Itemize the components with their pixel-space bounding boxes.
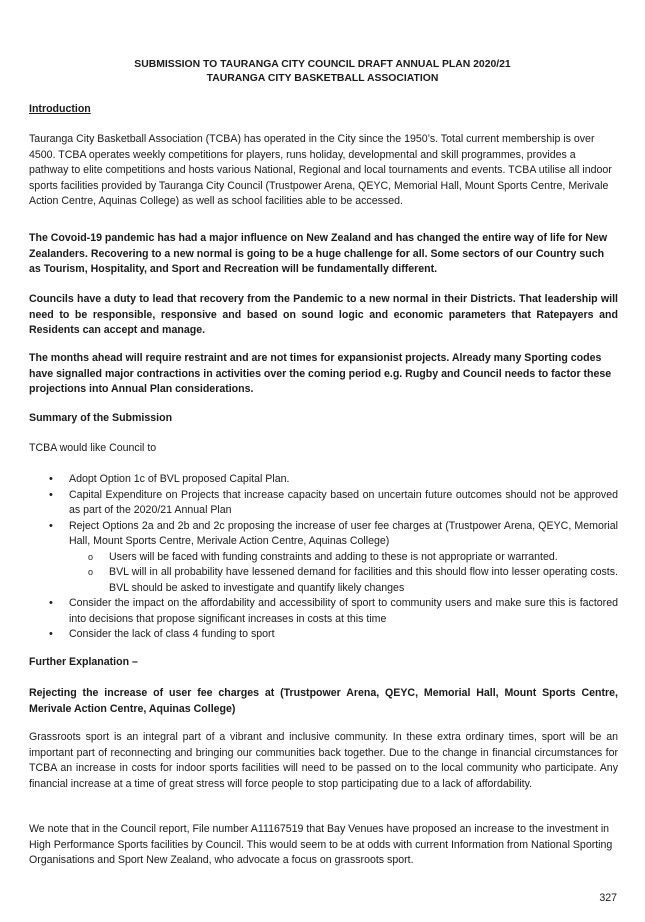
- summary-lead: TCBA would like Council to: [29, 442, 157, 454]
- sub-list-item: o Users will be faced with funding constraints and adding to these is not appropriate or warranted.: [69, 550, 618, 566]
- councils-paragraph: Councils have a duty to lead that recovery from the Pandemic to a new normal in their Districts. That leadership will need to be responsible, responsive and based on sound logic and economic parameters that Ratepayers and Residents can accept and manage.: [29, 293, 618, 336]
- summary-heading: Summary of the Submission: [29, 412, 173, 424]
- council-report-paragraph: We note that in the Council report, File number A11167519 that Bay Venues have proposed an increase to the investment in High Performance Sports facilities by Council. This would seem to be at odds with current Information from National Sporting Organisations and Sport New Zealand, who advocate a focus on grassroots sport.: [29, 823, 613, 866]
- document-title: SUBMISSION TO TAURANGA CITY COUNCIL DRAFT ANNUAL PLAN 2020/21: [134, 59, 511, 70]
- sub-bullet-list: [69, 550, 618, 597]
- intro-paragraph: Tauranga City Basketball Association (TCBA) has operated in the City since the 1950’s. Total current membership is over 4500. TCBA operates weekly competitions for players, runs holiday, developmental and skill programmes, provides a pathway to elite competitions and hosts various National, Regional and local tournaments and events. TCBA utilise all indoor sports facilities provided by Tauranga City Council (Trustpower Arena, QEYC, Memorial Hall, Mount Sports Centre, Merivale Action Centre, Aquinas College) as well as school facilities able to be accessed.: [29, 133, 612, 207]
- list-item: • Capital Expenditure on Projects that increase capacity based on uncertain future outcomes should not be approved as part of the 2020/21 Annual Plan: [29, 488, 618, 519]
- list-item: • Consider the impact on the affordability and accessibility of sport to community users and make sure this is factored into decisions that propose significant increases in costs at this time: [29, 596, 618, 627]
- list-item: • Adopt Option 1c of BVL proposed Capital Plan.: [29, 472, 618, 488]
- grassroots-paragraph: Grassroots sport is an integral part of a vibrant and inclusive community. In these extra ordinary times, sport will be an important part of reconnecting and bringing our communities back together. Due to the change in financial circumstances for TCBA an increase in costs for indoor sports facilities will need to be passed on to the local community who participate. Any financial increase at a time of great stress will force people to stop participating due to a lack of affordability.: [29, 731, 618, 790]
- list-item: • Consider the lack of class 4 funding to sport: [29, 627, 618, 643]
- document-subtitle: TAURANGA CITY BASKETBALL ASSOCIATION: [206, 73, 439, 84]
- months-ahead-paragraph: The months ahead will require restraint and are not times for expansionist projects. Already many Sporting codes have signalled major contractions in activities over the coming period e.g. Rugby and Council needs to factor these projections into Annual Plan considerations.: [29, 352, 612, 395]
- sub-list-item: o BVL will in all probability have lessened demand for facilities and this should flow into lesser operating costs. BVL should be asked to investigate and quantify likely changes: [69, 565, 618, 596]
- further-explanation-subheading: Rejecting the increase of user fee charges at (Trustpower Arena, QEYC, Memorial Hall, Mount Sports Centre, Merivale Action Centre, Aquinas College): [29, 687, 618, 715]
- introduction-heading: Introduction: [29, 103, 91, 115]
- pandemic-paragraph: The Covoid-19 pandemic has had a major influence on New Zealand and has changed the entire way of life for New Zealanders. Recovering to a new normal is going to be a huge challenge for all. Some sectors of our Country such as Tourism, Hospitality, and Sport and Recreation will be fundamentally different.: [29, 232, 608, 275]
- page-number: 327: [599, 892, 617, 904]
- further-explanation-heading: Further Explanation –: [29, 656, 138, 668]
- list-item: • Reject Options 2a and 2b and 2c proposing the increase of user fee charges at (Trustpower Arena, QEYC, Memorial Hall, Mount Sports Centre, Merivale Action Centre, Aquinas College) o Users will be faced with funding constraints and adding to these is not appropriate or warranted. o BVL will in all probability have lessened demand for facilities and this should flow into lesser operating costs. BVL should be asked to investigate and quantify likely changes: [29, 519, 618, 597]
- summary-bullet-list: [29, 472, 618, 643]
